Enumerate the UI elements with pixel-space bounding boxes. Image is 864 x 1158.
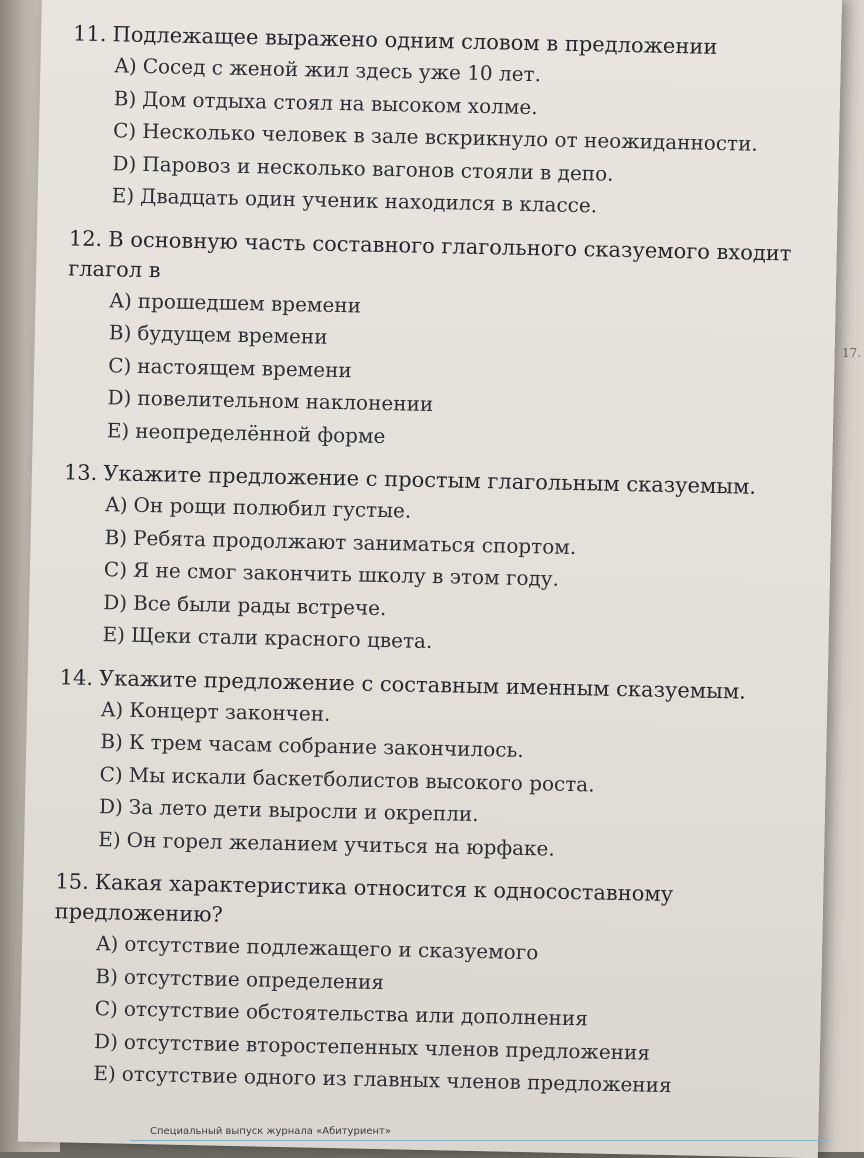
- answer-option: B) отсутствие определения: [95, 963, 385, 994]
- answer-option: E) Двадцать один ученик находился в классе.: [111, 183, 598, 218]
- answer-option: D) отсутствие второстепенных членов предложения: [93, 1028, 651, 1065]
- question-12: [65, 223, 809, 461]
- question-title: 11. Подлежащее выражено одним словом в предложении: [72, 21, 718, 59]
- answer-option: D) Паровоз и несколько вагонов стояли в депо.: [112, 150, 614, 186]
- answer-option: D) Все были рады встрече.: [103, 589, 387, 620]
- question-title: 13. Укажите предложение с простым глагольным сказуемым.: [63, 460, 757, 499]
- answer-option: D) повелительном наклонении: [107, 385, 434, 417]
- page-footer: Специальный выпуск журнала «Абитуриент»: [150, 1126, 391, 1137]
- question-11: [69, 18, 813, 226]
- question-title: 15. Какая характеристика относится к односоставному предложению?: [54, 869, 674, 927]
- answer-option: B) К трем часам собрание закончилось.: [100, 729, 524, 762]
- answer-option: D) За лето дети выросли и окрепли.: [98, 794, 479, 827]
- answer-option: E) Щеки стали красного цвета.: [102, 622, 433, 654]
- question-title: 14. Укажите предложение с составным именным сказуемым.: [59, 664, 747, 704]
- question-title: 12. В основную часть составного глагольного сказуемого входит глагол в: [67, 225, 792, 282]
- answer-option: C) Я не смог закончить школу в этом году.: [103, 557, 560, 591]
- answer-option: E) неопределённой форме: [106, 417, 386, 448]
- book-page: [18, 0, 842, 1158]
- question-14: [56, 662, 800, 870]
- answer-option: C) Несколько человек в зале вскрикнуло от неожиданности.: [112, 118, 759, 156]
- answer-option: A) прошедшем времени: [109, 287, 362, 317]
- answer-option: E) Он горел желанием учиться на юрфаке.: [98, 826, 555, 861]
- answer-option: A) Сосед с женой жил здесь уже 10 лет.: [114, 53, 542, 87]
- question-15: [51, 866, 795, 1104]
- answer-option: A) Он рощи полюбил густые.: [105, 492, 412, 523]
- answer-option: C) настоящем времени: [107, 352, 353, 382]
- answer-option: C) Мы искали баскетболистов высокого роста.: [99, 761, 595, 796]
- answer-option: C) отсутствие обстоятельства или дополнения: [94, 996, 589, 1031]
- answer-option: B) Ребята продолжают заниматься спортом.: [104, 524, 577, 559]
- answer-option: B) Дом отдыха стоял на высоком холме.: [113, 85, 538, 119]
- next-page-number: 17.: [842, 346, 862, 360]
- answer-option: B) будущем времени: [108, 320, 328, 349]
- answer-option: A) Концерт закончен.: [100, 696, 331, 726]
- footer-divider: [130, 1140, 830, 1141]
- question-13: [60, 457, 804, 665]
- answer-option: E) отсутствие одного из главных членов предложения: [93, 1061, 672, 1098]
- question-list: [51, 18, 814, 1116]
- answer-option: A) отсутствие подлежащего и сказуемого: [95, 931, 539, 965]
